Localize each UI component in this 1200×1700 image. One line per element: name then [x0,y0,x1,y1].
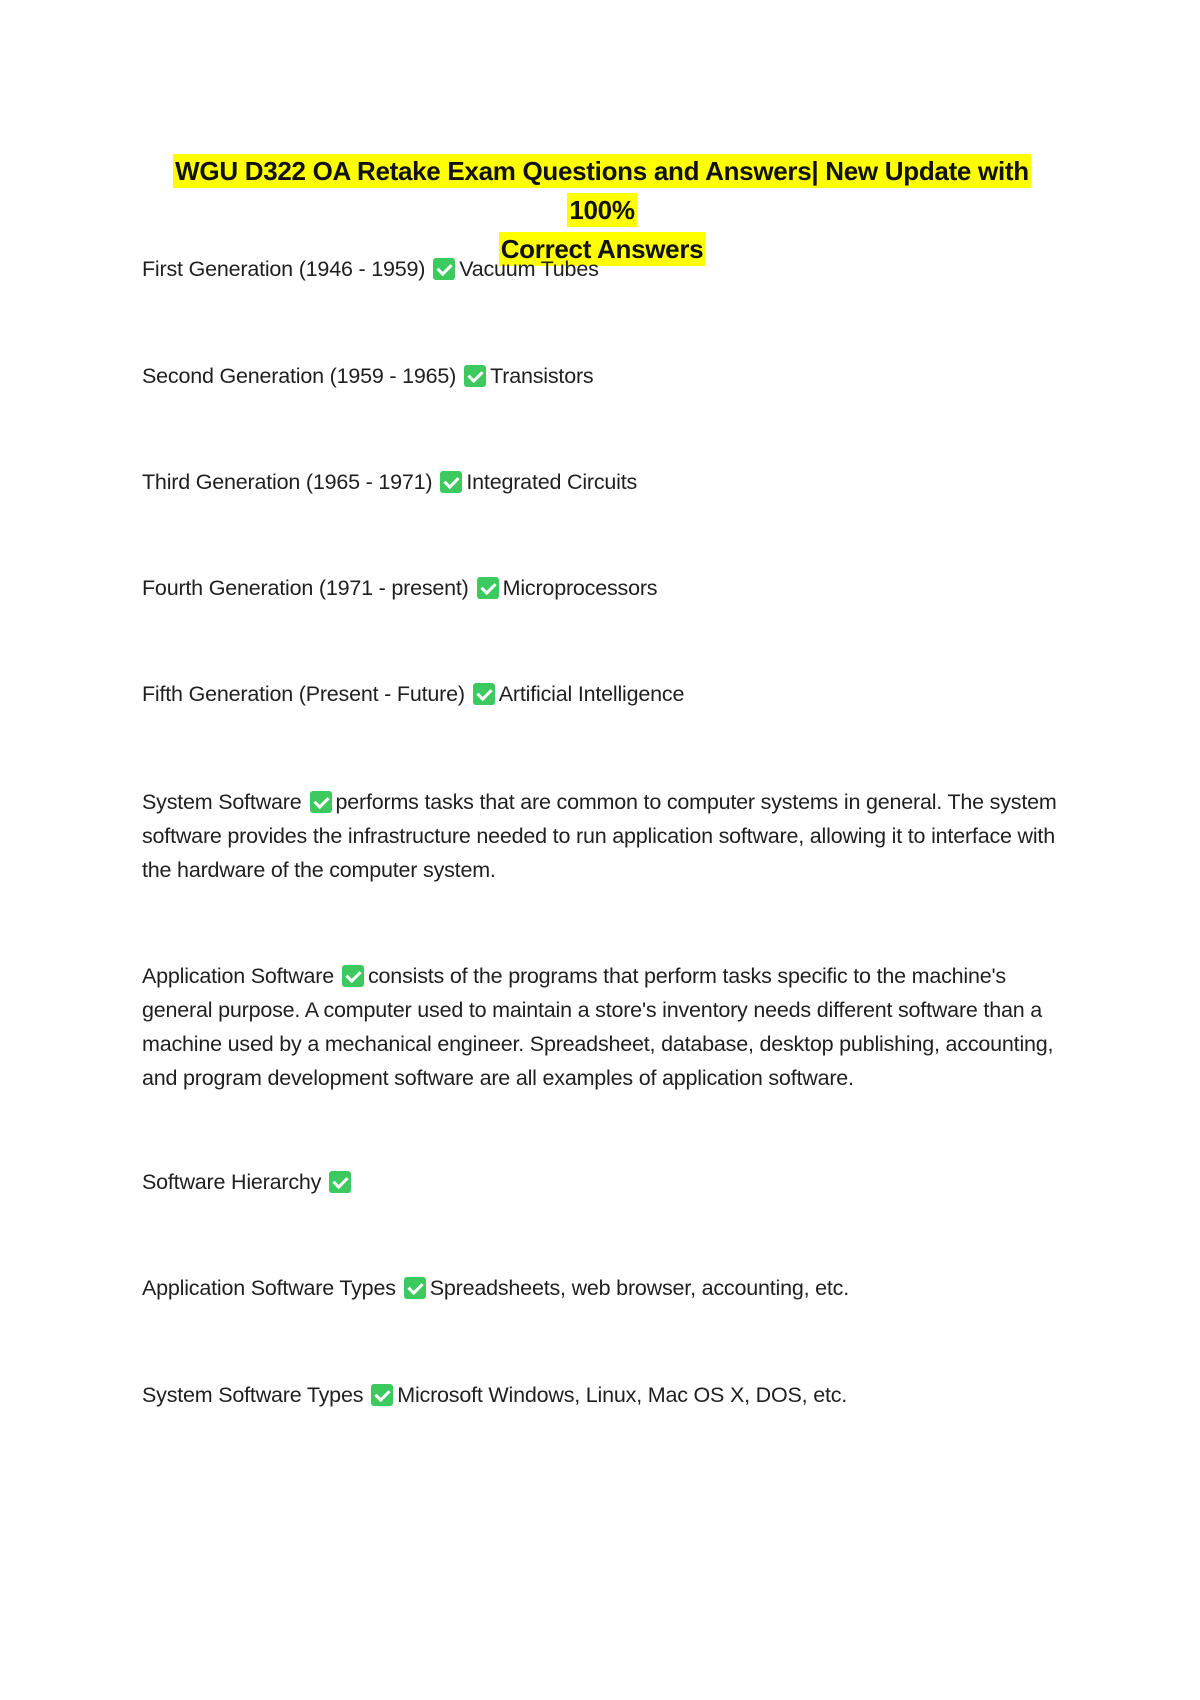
qa-term: Second Generation (1959 - 1965) [142,364,457,388]
check-mark-icon [310,791,332,813]
qa-term: Fifth Generation (Present - Future) [142,682,465,706]
qa-answer: Vacuum Tubes [459,257,599,281]
qa-item-fourth-generation [142,571,1062,605]
qa-term: System Software [142,790,302,814]
check-mark-icon [342,965,364,987]
qa-item-third-generation [142,465,1062,499]
qa-item-application-software [142,959,1062,1095]
qa-term: Fourth Generation (1971 - present) [142,576,469,600]
qa-item-system-software-types [142,1378,1062,1412]
qa-term: Application Software Types [142,1276,396,1300]
check-mark-icon [473,683,495,705]
qa-answer: Microsoft Windows, Linux, Mac OS X, DOS, etc. [397,1383,848,1407]
check-mark-icon [464,365,486,387]
qa-item-software-hierarchy [142,1165,1062,1199]
check-mark-icon [404,1277,426,1299]
qa-item-fifth-generation [142,677,1062,711]
qa-term: Application Software [142,964,334,988]
check-mark-icon [371,1384,393,1406]
qa-answer: Spreadsheets, web browser, accounting, etc. [429,1276,850,1300]
qa-item-application-software-types [142,1271,1062,1305]
qa-term: Software Hierarchy [142,1170,322,1194]
title-line-1: WGU D322 OA Retake Exam Questions and Answers| New Update with 100% [175,156,1029,225]
check-mark-icon [440,471,462,493]
qa-answer: Transistors [490,364,594,388]
qa-answer: Artificial Intelligence [498,682,685,706]
qa-term: System Software Types [142,1383,364,1407]
qa-item-system-software [142,785,1062,887]
qa-answer: Integrated Circuits [466,470,638,494]
qa-answer: Microprocessors [502,576,658,600]
qa-item-first-generation [142,252,1062,286]
check-mark-icon [433,258,455,280]
qa-term: Third Generation (1965 - 1971) [142,470,433,494]
title-line-2: Correct Answers [500,234,704,264]
qa-term: First Generation (1946 - 1959) [142,257,426,281]
qa-answer: performs tasks that are common to computer systems in general. The system software provides the infrastructure needed to run application software, allowing it to interface with the hardware of the computer system. [142,790,1057,882]
check-mark-icon [477,577,499,599]
check-mark-icon [329,1171,351,1193]
qa-answer: consists of the programs that perform tasks specific to the machine's general purpose. A computer used to maintain a store's inventory needs different software than a machine used by a mechanical engineer. Spreadsheet, database, desktop publishing, accounting, and program development software are all examples of application software. [142,964,1054,1090]
qa-item-second-generation [142,359,1062,393]
